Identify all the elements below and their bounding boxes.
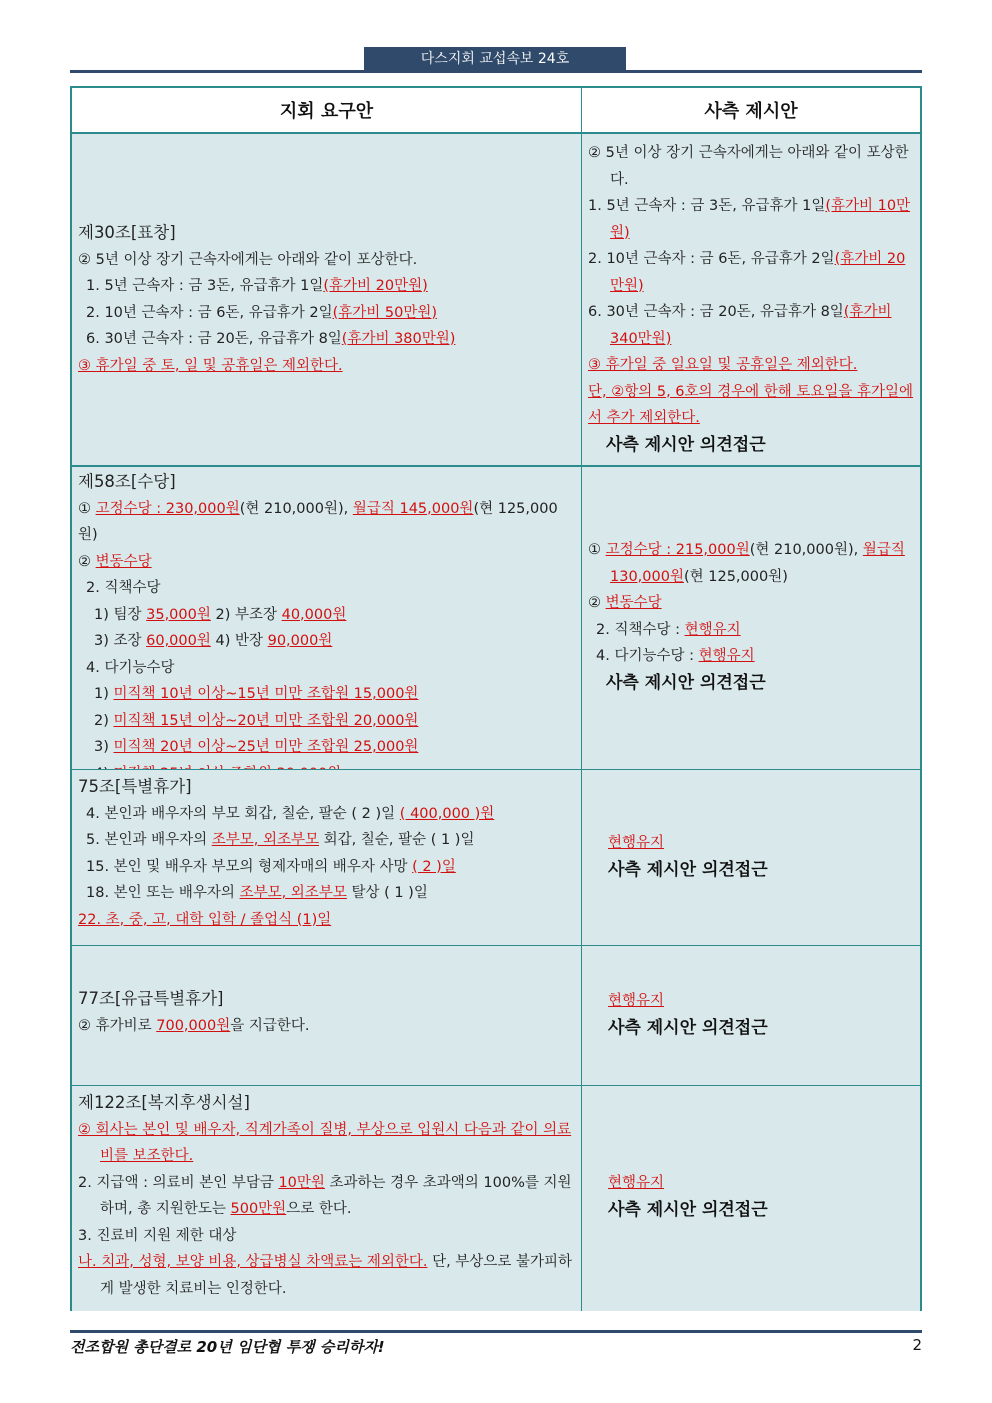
text-line: 2. 직책수당 <box>86 580 161 596</box>
article-title: 77조[유급특별휴가] <box>78 989 224 1008</box>
company-cell <box>582 946 920 1085</box>
text-line: ① 고정수당 : 230,000원(현 210,000원), 월급직 145,000원(현 125,000원) <box>78 500 558 543</box>
text-line: ② 5년 이상 장기 근속자에게는 아래와 같이 포상한다. <box>78 251 418 268</box>
text-line: 3) 조장 60,000원 4) 반장 90,000원 <box>94 633 333 649</box>
status-keep: 현행유지 <box>608 1175 665 1191</box>
text-line: 3) 미직책 20년 이상~25년 미만 조합원 25,000원 <box>94 739 419 755</box>
text-line: 4. 본인과 배우자의 부모 회갑, 칠순, 팔순 ( 2 )일 ( 400,000 )원 <box>86 805 495 822</box>
table-row <box>72 945 920 1085</box>
text-line: 2. 10년 근속자 : 금 6돈, 유급휴가 2일(휴가비 20만원) <box>588 251 906 294</box>
agreement-status: 사측 제시안 의견접근 <box>606 672 766 693</box>
text-line: 2. 지급액 : 의료비 본인 부담금 10만원 초과하는 경우 초과액의 100%를 지원하며, 총 지원한도는 500만원으로 한다. <box>78 1174 572 1217</box>
text-line: 1. 5년 근속자 : 금 3돈, 유급휴가 1일(휴가비 20만원) <box>86 278 428 294</box>
union-cell <box>72 770 582 945</box>
column-header-union: 지회 요구안 <box>72 88 582 132</box>
text-line: 1) 팀장 35,000원 2) 부조장 40,000원 <box>94 606 347 623</box>
table-row <box>72 769 920 945</box>
agreement-status: 사측 제시안 의견접근 <box>606 434 766 455</box>
agreement-status: 사측 제시안 의견접근 <box>608 859 768 880</box>
text-line: 5. 본인과 배우자의 조부모, 외조부모 회갑, 칠순, 팔순 ( 1 )일 <box>86 832 475 848</box>
union-cell <box>72 134 582 465</box>
company-cell <box>582 467 920 769</box>
company-cell <box>582 770 920 945</box>
table-row <box>72 134 920 465</box>
text-line: ① 고정수당 : 215,000원(현 210,000원), 월급직 130,000원(현 125,000원) <box>588 542 905 585</box>
footer-slogan: 전조합원 총단결로 20년 임단협 투쟁 승리하자! <box>70 1338 385 1356</box>
table-header-row <box>72 88 920 134</box>
text-line: ② 5년 이상 장기 근속자에게는 아래와 같이 포상한다. <box>588 145 909 188</box>
agreement-status: 사측 제시안 의견접근 <box>608 1017 768 1038</box>
text-line: ③ 휴가일 중 일요일 및 공휴일은 제외한다. <box>588 357 858 373</box>
page-number: 2 <box>912 1336 922 1354</box>
status-keep: 현행유지 <box>608 835 665 851</box>
company-cell <box>582 1086 920 1311</box>
union-cell <box>72 946 582 1085</box>
text-line: 나. 치과, 성형, 보양 비용, 상급병실 차액료는 제외한다. 단, 부상으로 불가피하게 발생한 치료비는 인정한다. <box>78 1254 572 1297</box>
article-title: 제30조[표창] <box>78 223 176 242</box>
text-line: 6. 30년 근속자 : 금 20돈, 유급휴가 8일(휴가비 380만원) <box>86 331 456 347</box>
text-line: ② 변동수당 <box>78 553 152 570</box>
newsletter-title: 다스지회 교섭속보 24호 <box>364 47 626 71</box>
text-line: 단, ②항의 5, 6호의 경우에 한해 토요일을 휴가일에서 추가 제외한다. <box>588 383 914 426</box>
text-line: 3. 진료비 지원 제한 대상 <box>78 1227 237 1244</box>
text-line: 2. 직책수당 : 현행유지 <box>596 621 741 638</box>
text-line: 4. 다기능수당 <box>86 659 175 676</box>
table-row <box>72 1085 920 1311</box>
article-title: 제122조[복지후생시설] <box>78 1093 250 1112</box>
text-line: 22. 초, 중, 고, 대학 입학 / 졸업식 (1)일 <box>78 911 332 928</box>
text-line: 1. 5년 근속자 : 금 3돈, 유급휴가 1일(휴가비 10만원) <box>588 198 911 241</box>
text-line: 4. 다기능수당 : 현행유지 <box>596 648 755 664</box>
header-rule <box>70 70 922 73</box>
company-cell <box>582 134 920 465</box>
text-line: ② 변동수당 <box>588 595 662 611</box>
comparison-table <box>70 86 922 1311</box>
footer-rule <box>70 1330 922 1333</box>
union-cell <box>72 1086 582 1311</box>
status-keep: 현행유지 <box>608 993 665 1009</box>
text-line: 2) 미직책 15년 이상~20년 미만 조합원 20,000원 <box>94 712 419 729</box>
text-line: 15. 본인 및 배우자 부모의 형제자매의 배우자 사망 ( 2 )일 <box>86 858 456 875</box>
table-row <box>72 465 920 769</box>
text-line: 2. 10년 근속자 : 금 6돈, 유급휴가 2일(휴가비 50만원) <box>86 304 437 321</box>
article-title: 75조[특별휴가] <box>78 777 192 796</box>
agreement-status: 사측 제시안 의견접근 <box>608 1199 768 1220</box>
union-cell <box>72 467 582 769</box>
text-line: 1) 미직책 10년 이상~15년 미만 조합원 15,000원 <box>94 686 419 702</box>
column-header-company: 사측 제시안 <box>704 101 798 122</box>
text-line: ③ 휴가일 중 토, 일 및 공휴일은 제외한다. <box>78 357 343 374</box>
text-line: 6. 30년 근속자 : 금 20돈, 유급휴가 8일(휴가비 340만원) <box>588 304 892 347</box>
text-line: ② 회사는 본인 및 배우자, 직계가족이 질병, 부상으로 입원시 다음과 같이 의료비를 보조한다. <box>78 1121 572 1164</box>
article-title: 제58조[수당] <box>78 472 176 491</box>
text-line: 18. 본인 또는 배우자의 조부모, 외조부모 탈상 ( 1 )일 <box>86 885 428 901</box>
text-line: ② 휴가비로 700,000원을 지급한다. <box>78 1017 310 1034</box>
